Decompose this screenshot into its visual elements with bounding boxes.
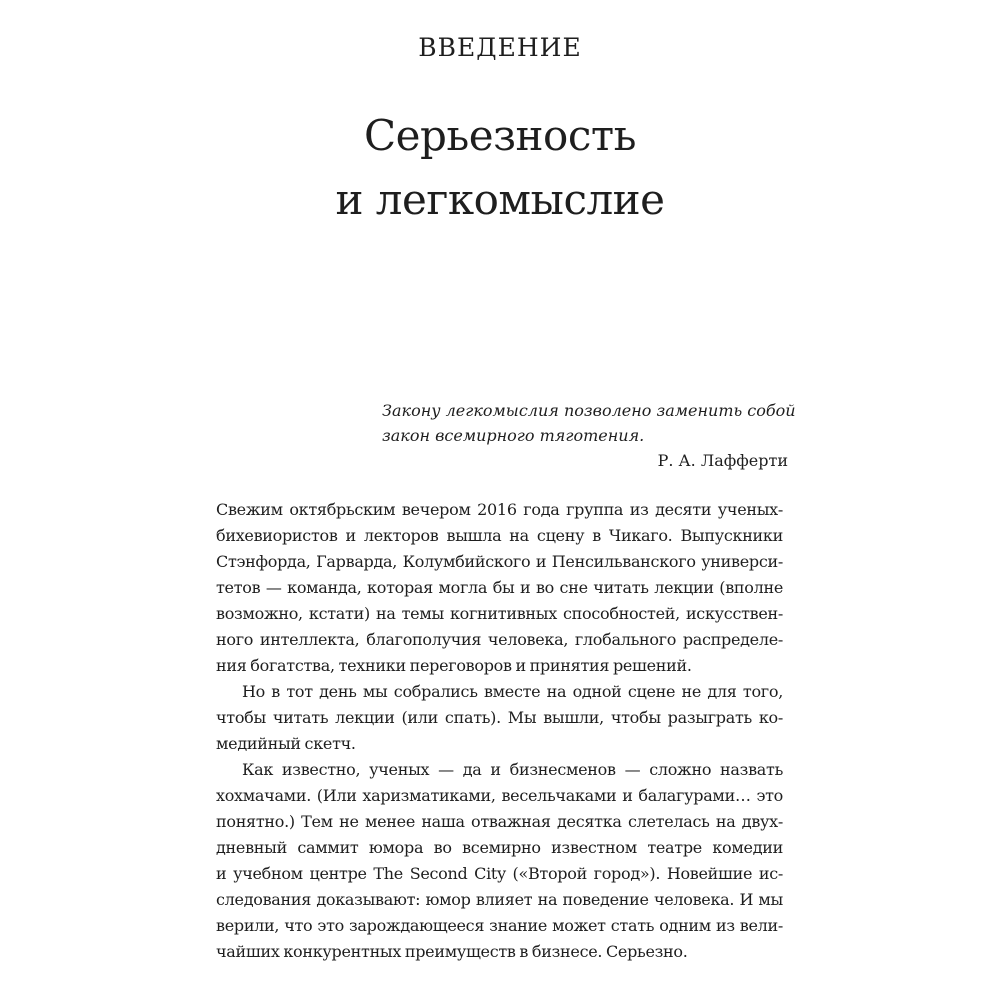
text-line: верили, что это зарождающееся знание может стать одним из вели-: [216, 916, 783, 935]
paragraph-2: [216, 679, 783, 757]
epigraph-quote-line: Закону легкомыслия позволено заменить собой: [382, 401, 796, 420]
chapter-title: [0, 104, 1000, 232]
text-line: чайших конкурентных преимуществ в бизнесе. Серьезно.: [216, 942, 688, 961]
epigraph: [382, 398, 796, 473]
text-line: чтобы читать лекции (или спать). Мы вышли, чтобы разыграть ко-: [216, 708, 783, 727]
epigraph-quote: [382, 398, 796, 448]
paragraph-1: [216, 497, 783, 679]
text-line: и учебном центре The Second City («Второй город»). Новейшие ис-: [216, 864, 783, 883]
paragraph-3: [216, 757, 783, 965]
text-line: медийный скетч.: [216, 734, 356, 753]
chapter-title-line-1: Серьезность: [364, 111, 636, 160]
text-line: ния богатства, техники переговоров и принятия решений.: [216, 656, 692, 675]
text-line: дневный саммит юмора во всемирно известном театре комедии: [216, 838, 783, 857]
epigraph-quote-line: закон всемирного тяготения.: [382, 426, 645, 445]
text-line: Стэнфорда, Гарварда, Колумбийского и Пенсильванского универси-: [216, 552, 783, 571]
text-line: бихевиористов и лекторов вышла на сцену в Чикаго. Выпускники: [216, 526, 783, 545]
chapter-title-line-2: и легкомыслие: [335, 175, 665, 224]
text-line: Свежим октябрьским вечером 2016 года группа из десяти ученых-: [216, 500, 783, 519]
text-line: тетов — команда, которая могла бы и во сне читать лекции (вполне: [216, 578, 783, 597]
text-line: понятно.) Тем не менее наша отважная десятка слетелась на двух-: [216, 812, 783, 831]
text-line: ного интеллекта, благополучия человека, глобального распределе-: [216, 630, 783, 649]
text-line: возможно, кстати) на темы когнитивных способностей, искусствен-: [216, 604, 783, 623]
epigraph-author: Р. А. Лафферти: [657, 451, 788, 470]
body-text: [216, 497, 783, 965]
text-line: следования доказывают: юмор влияет на поведение человека. И мы: [216, 890, 783, 909]
text-line: Как известно, ученых — да и бизнесменов — сложно назвать: [242, 760, 783, 779]
section-label: ВВЕДЕНИЕ: [418, 33, 582, 62]
text-line: Но в тот день мы собрались вместе на одной сцене не для того,: [242, 682, 783, 701]
text-line: хохмачами. (Или харизматиками, весельчаками и балагурами… это: [216, 786, 783, 805]
